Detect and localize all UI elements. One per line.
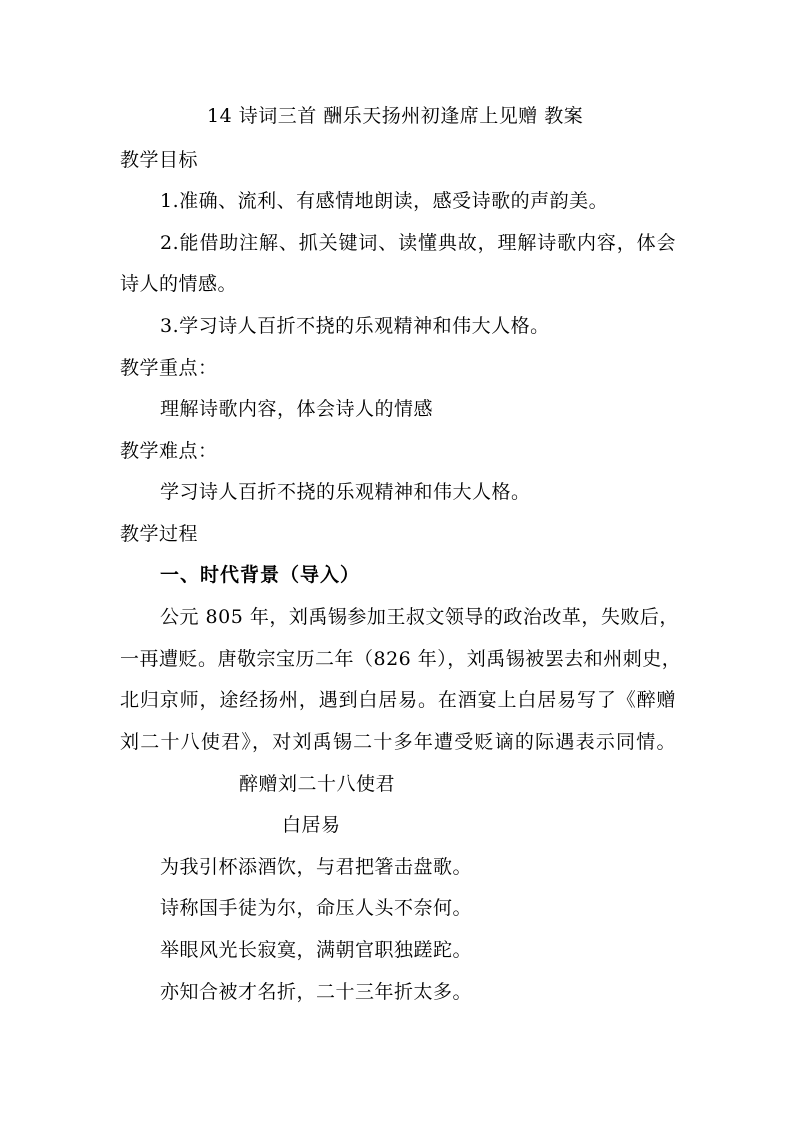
poem-author: 白居易 — [282, 814, 341, 836]
section-1-title: 一、时代背景（导入） — [160, 564, 361, 586]
poem-line: 诗称国手徒为尔，命压人头不奈何。 — [160, 897, 473, 919]
objective-item-3: 3.学习诗人百折不挠的乐观精神和伟大人格。 — [160, 315, 550, 337]
poem-line: 举眼风光长寂寞，满朝官职独蹉跎。 — [160, 939, 473, 961]
poem-line: 亦知合被才名折，二十三年折太多。 — [160, 981, 473, 1003]
objective-item-2-line-1: 2.能借助注解、抓关键词、读懂典故，理解诗歌内容，体会 — [160, 232, 676, 254]
key-points-heading: 教学重点： — [120, 357, 218, 379]
background-paragraph-line-3: 北归京师，途经扬州，遇到白居易。在酒宴上白居易写了《醉赠 — [120, 689, 676, 711]
process-heading: 教学过程 — [120, 523, 199, 545]
objectives-heading: 教学目标 — [120, 149, 199, 171]
objective-item-2-line-2: 诗人的情感。 — [120, 273, 238, 295]
document-title: 14 诗词三首 酬乐天扬州初逢席上见赠 教案 — [207, 105, 584, 127]
poem-line: 为我引杯添酒饮，与君把箸击盘歌。 — [160, 856, 473, 878]
difficulties-text: 学习诗人百折不挠的乐观精神和伟大人格。 — [160, 481, 531, 503]
poem-title: 醉赠刘二十八使君 — [239, 773, 396, 795]
difficulties-heading: 教学难点： — [120, 440, 218, 462]
key-points-text: 理解诗歌内容，体会诗人的情感 — [160, 398, 434, 420]
background-paragraph-line-4: 刘二十八使君》，对刘禹锡二十多年遭受贬谪的际遇表示同情。 — [120, 731, 676, 753]
background-paragraph-line-2: 一再遭贬。唐敬宗宝历二年（826 年），刘禹锡被罢去和州刺史， — [120, 648, 682, 670]
objective-item-1: 1.准确、流利、有感情地朗读，感受诗歌的声韵美。 — [160, 190, 609, 212]
background-paragraph-line-1: 公元 805 年，刘禹锡参加王叔文领导的政治改革，失败后， — [160, 606, 679, 628]
